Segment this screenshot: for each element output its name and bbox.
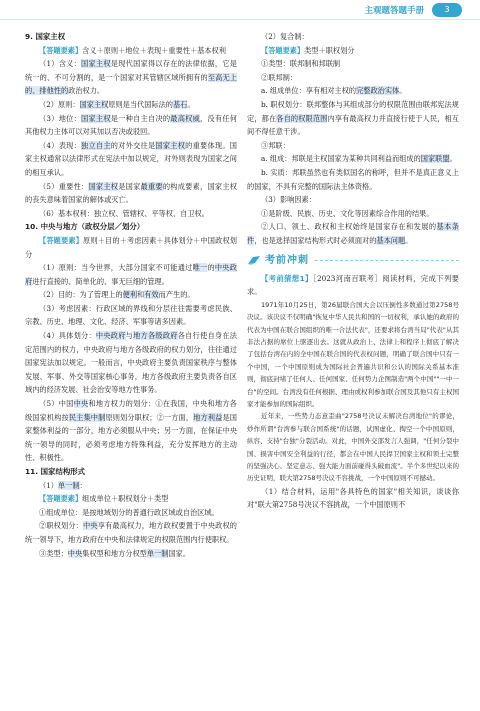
paragraph: （4）表现：独立自主的对外交往是国家主权的重要体现。国家主权通常以法律形式在宪法中加以规定，对外则表现为国家之间的相互承认。 [25,140,237,177]
tag-text: 组成单位＋职权划分＋类型 [82,494,169,504]
tag-label: 【答题要素】 [261,45,305,55]
answer-elements [25,492,237,506]
answer-elements [25,234,237,261]
answer-elements [247,272,459,299]
paragraph: （3）地位：国家主权是一种自主自决的最高权威，没有任何其他权力主体可以对其加以否决或驳回。 [25,113,237,137]
paragraph: ①组成单位：是按地域划分的普通行政区域或自治区域。 [39,507,219,517]
bookmark-icon [247,255,261,266]
decorative-rule [315,260,459,267]
tag-text: 原则＋目的＋考虑因素＋具体划分＋中国政权划分 [25,235,237,259]
paragraph: （2）目的：为了管理上的便利和有效而产生的。 [39,290,195,300]
paragraph: ③类型：中央集权型和地方分权型单一制国家。 [39,548,191,558]
paragraph: （3）影响因素： [261,195,316,205]
paragraph: ③邦联： [261,140,290,150]
tag-label: 【答题要素】 [39,494,83,504]
page-number-badge: 3 [432,3,462,17]
paragraph: ①是阶级、民族、历史、文化等因素综合作用的结果。 [261,208,434,218]
answer-elements [247,44,459,58]
paragraph: ②人口、领土、政权和主权始终是国家存在和发展的基本条件，也是选择国家结构形式时必须面对的基本问题。 [247,222,459,245]
paragraph: （2）复合制： [261,32,309,41]
header-rule [0,19,480,20]
paragraph: （1）结合材料，运用"各具特色的国家"相关知识，谈谈你对"联大第2758号决议不容挑战，一个中国原则不 [247,486,459,510]
tag-label: 【考前猜想1】 [261,273,313,283]
paragraph: ②职权划分：中央享有最高权力，地方政权要置于中央政权的统一领导下，地方政府在中央和法律规定的权限范围内行使职权。 [25,521,237,544]
paragraph: b. 职权划分：联邦整体与其组成部分的权限范围由联邦宪法规定，都在各自的权限范围内享有最高权力并直接行使于人民，相互间不得任意干涉。 [247,99,459,137]
section-heading: 10. 中央与地方（政权分层／划分） [25,222,145,232]
paragraph: （5）中国中央和地方权力的划分：①在我国，中央和地方各级国家机构按民主集中制原则划分职权；②一方面，地方利益是国家整体利益的一部分，地方必须服从中央；另一方面，在保证中央统一领导的同时，必须考虑地方特殊利益，充分发挥地方的主动性、积极性。 [25,399,237,463]
section-heading: 11. 国家结构形式 [25,467,86,476]
left-column [25,30,237,560]
paragraph: ②联邦制： [261,72,297,82]
tag-text: ［2023河南百联考］阅读材料，完成下列要求。 [247,273,459,297]
handbook-title: 主观题答题手册 [364,6,424,16]
right-column [247,30,459,512]
paragraph: （1）含义：国家主权是现代国家得以存在的法律依据，它是统一的、不可分割的，是一个国家对其管辖区域所拥有的至高无上的、排他性的政治权力。 [25,59,237,96]
paragraph: ①类型：联邦制和邦联制 [261,59,341,69]
answer-elements [25,44,237,58]
paragraph: （2）原则：国家主权原则是当代国际法的基石。 [39,99,195,109]
section-heading: 9. 国家主权 [25,32,66,41]
paragraph: （6）基本权利：独立权、管辖权、平等权、自卫权。 [39,208,209,218]
paragraph: （5）重要性：国家主权是国家最重要的构成要素，国家主权的丧失意味着国家的解体或灭亡。 [25,181,237,205]
running-head [0,0,480,22]
paragraph: （3）考虑因素：行政区域的界线和分层往往需要考虑民族、宗教、历史、地理、文化、经济、军事等诸多因素。 [25,303,237,327]
paragraph: a. 组成：邦联是主权国家为某种共同利益而组成的国家联盟。 [261,154,457,164]
material-paragraph: 1971年10月25日，第26届联合国大会以压倒性多数通过第2758号决议。该决议不仅明确"恢复中华人民共和国的一切权利，承认她的政府的代表为中国在联合国组织的唯一合法代表"，还要求将台湾当局"代表"从其非法占据的席位上驱逐出去。这就从政治上、法律上和程序上彻底了解决了包括台湾在内的全中国在联合国的代表权问题，明确了联合国中只有一个中国，一个中国原则成为国际社会普遍共识和公认的国际关系基本准则，彻底封堵了任何人、任何国家、任何势力企图制造"两个中国""一中一台"的空间。台湾没有任何根据、理由或权利参加联合国及其他只有主权国家才能参加的国际组织。 [247,300,459,408]
tag-label: 【答题要素】 [39,45,83,55]
paragraph: （1）原则：当今世界，大部分国家不可能通过唯一的中央政府进行直接的、简单化的、事无巨细的管理。 [25,263,237,286]
paragraph: a. 组成单位：享有相对主权的完整政治实体。 [261,86,407,96]
exam-sprint-header [247,254,459,268]
tag-text: 类型＋职权划分 [304,45,355,55]
exam-sprint-title: 考前冲刺 [265,254,309,266]
material-paragraph: 近年来，一些势力态意歪曲"2758号决议未解决台湾地位"的谬论，炒作所谓"台湾参与联合国系统"的话题，试图虚化、掏空一个中国原则，纵容、支持"台独"分裂活动。对此，中国外交部发言人强调，"任何分裂中国、损害中国安全利益的行径，都会在中国人民捍卫国家主权和领土完整的坚强决心、坚定意志、强大能力面前碰得头破血流"。半个多世纪以来的历史证明，联大第2758号决议不容挑战，一个中国原则不可撼动。 [247,412,459,483]
paragraph: （4）具体划分：中央政府与地方各级政府各自行使自身在法定范围内的权力，中央政府与地方各级政府的权力划分，往往通过国家宪法加以规定。一般而言，中央政府主要负责国家秩序与整体发展、军事、外交等国家核心事务，地方各级政府主要负责各自区域内的经济发展、社会治安等地方性事务。 [25,331,237,395]
paragraph: b. 实质：邦联虽然也有类似国名的称呼，但并不是真正意义上的国家，不具有完整的国际法主体资格。 [247,167,459,191]
tag-label: 【答题要素】 [39,235,84,245]
paragraph: （1）单一制： [39,480,87,490]
tag-text: 含义＋原则＋地位＋表现＋重要性＋基本权利 [82,45,226,55]
